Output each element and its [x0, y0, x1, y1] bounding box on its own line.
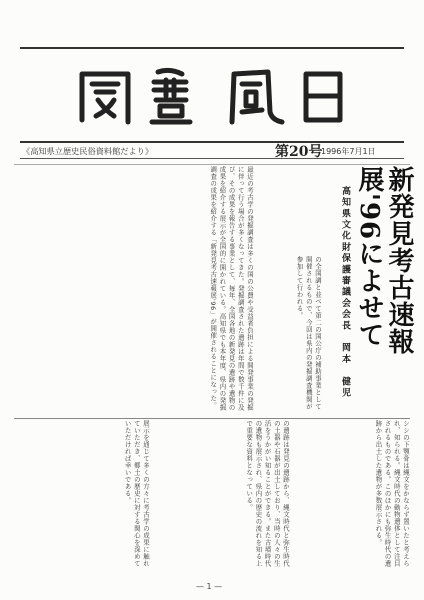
column-divider [14, 418, 410, 419]
issue-date: 1996年7月1日 [321, 147, 376, 156]
article-text-lower-right: シシの下顎骨は縄文をかならず置いたと考えられ、知られる。縄文時代の動物遺体として注目されるものである。このほかにも弥生時代の遺跡から出土した遺物が多数展示される。 [374, 420, 410, 567]
article-author: 高知県文化財保護審議会会長 岡本 健児 [340, 186, 350, 399]
page-number: — 1 — [196, 582, 223, 591]
article-text-upper-right: の全国調と並べて第二の国公庁の補助事業として開催されるもので、今回は県内の発掘調査機関が参加して行われる。 [295, 256, 322, 410]
masthead-logo [70, 60, 370, 130]
top-divider [14, 164, 410, 165]
article-text-lower-left: 展示を通じて多くの方々に考古学の成果に触れていただき、郷土の歴史に対する関心を深めていただければ幸いである。 [123, 420, 150, 567]
masthead-rule [20, 158, 404, 159]
newsletter-subtitle: 《高知県立歴史民俗資料館だより》 [22, 146, 154, 156]
article-text-lower-middle: の遺跡は発見の遺跡から、縄文時代と弥生時代の土器や石器が出土しており、当時の人々の生活をうかがい知ることができる。また古墳時代の遺物も展示され、県内の歴史の流れを知る上で重要な資料となっている。 [245, 420, 290, 567]
logo-calligraphy-icon [70, 60, 370, 130]
article-headline: 新発見考古速報展'96によせて [354, 166, 414, 355]
issue-number: 第20号 [275, 144, 323, 160]
article-text-upper: 最近の考古学の発掘調査は多くの国の公費や受益者負担による開発事業の発掘に伴って行う場合が多くなってきた。発掘調査された遺跡は年間で数千件に及び、その成果を報告する事業として、毎年、全国各地の新発見の遺跡や遺物の成果を紹介する展示が全国的に開かれている。高知県でも本年度、県内の発掘調査の成果を紹介する「新発見考古速報展'96」が開催されることになった。 [209, 166, 254, 411]
